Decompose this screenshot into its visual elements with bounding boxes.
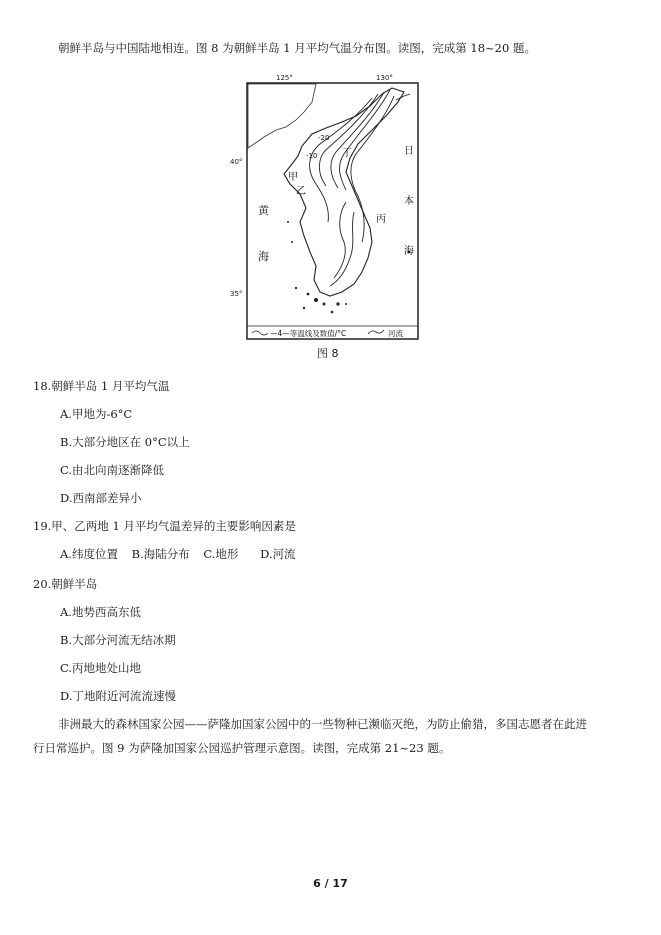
lon-label-125: 125° <box>276 74 293 82</box>
legend-isotherm-text: —4—等温线及数值/°C <box>270 329 347 338</box>
sea-label-hai-east: 海 <box>404 246 414 257</box>
page-number: 6 / 17 <box>313 877 348 890</box>
place-label-yi: 乙 <box>296 186 306 197</box>
isotherm-label-minus20: -20 <box>318 134 330 142</box>
question-20-option-d: D.丁地附近河流流速慢 <box>60 689 176 703</box>
isotherm-label-minus10: -10 <box>306 152 318 160</box>
question-20-option-c: C.丙地地处山地 <box>60 661 142 675</box>
question-19-options <box>60 546 306 562</box>
legend-river-text: 河流 <box>388 329 403 338</box>
figure-8-caption: 图 8 <box>317 347 339 360</box>
sea-label-huang: 黄 <box>258 204 269 217</box>
question-19-option-b: B.海陆分布 <box>131 547 190 561</box>
question-18-option-b: B.大部分地区在 0°C以上 <box>60 435 190 449</box>
lat-label-35: 35° <box>230 290 243 298</box>
place-label-jia: 甲 <box>288 172 298 183</box>
question-19-stem: 19.甲、乙两地 1 月平均气温差异的主要影响因素是 <box>33 519 296 533</box>
question-20-option-b: B.大部分河流无结冰期 <box>60 633 176 647</box>
question-19-option-a: A.纬度位置 <box>60 547 118 561</box>
question-20-stem: 20.朝鲜半岛 <box>33 577 98 591</box>
intro-paragraph-2-line-1: 非洲最大的森林国家公园——萨隆加国家公园中的一些物种已濒临灭绝，为防止偷猎，多国志愿者在此进 <box>58 717 587 731</box>
question-18-option-c: C.由北向南逐渐降低 <box>60 463 165 477</box>
figure-8-map <box>246 74 419 340</box>
question-19-option-d: D.河流 <box>260 547 296 561</box>
question-19-option-c: C.地形 <box>203 547 239 561</box>
intro-paragraph-1: 朝鲜半岛与中国陆地相连。图 8 为朝鲜半岛 1 月平均气温分布图。读图，完成第 18~20 题。 <box>58 41 536 55</box>
question-20-option-a: A.地势西高东低 <box>60 605 141 619</box>
sea-label-ri: 日 <box>404 146 414 157</box>
question-18-option-d: D.西南部差异小 <box>60 491 142 505</box>
intro-paragraph-2-line-2: 行日常巡护。图 9 为萨隆加国家公园巡护管理示意图。读图，完成第 21~23 题。 <box>33 741 451 755</box>
place-label-bing: 丙 <box>376 214 386 225</box>
sea-label-hai-west: 海 <box>258 250 269 263</box>
question-18-stem: 18.朝鲜半岛 1 月平均气温 <box>33 379 170 393</box>
place-label-ding: 丁 <box>342 148 352 159</box>
sea-label-ben: 本 <box>404 196 414 207</box>
question-18-option-a: A.甲地为-6°C <box>60 407 133 421</box>
lon-label-130: 130° <box>376 74 393 82</box>
lat-label-40: 40° <box>230 158 243 166</box>
